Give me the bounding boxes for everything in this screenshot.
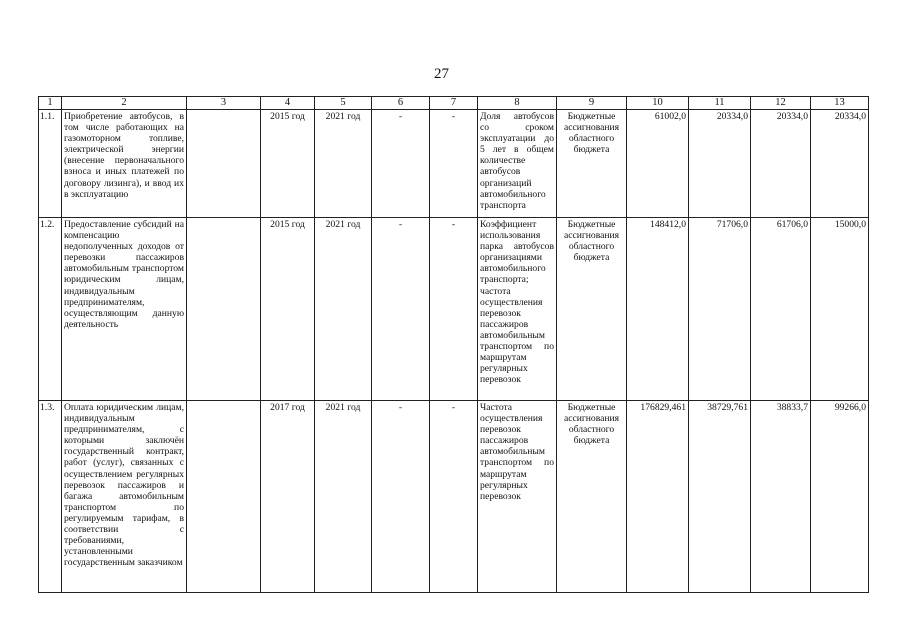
header-cell-11: 11 [689, 97, 751, 110]
indicator: Доля автобусов со сроком эксплуатации до 5 лет в общем количестве автобусов организаций автомобильного транспорта [478, 110, 557, 218]
total-amount: 61002,0 [627, 110, 689, 218]
funding-source: Бюджетные ассигнования областного бюджета [557, 110, 627, 218]
col6-value: - [372, 401, 430, 593]
header-row [39, 97, 869, 110]
table-row [39, 218, 869, 401]
header-cell-6: 6 [372, 97, 430, 110]
header-cell-2: 2 [62, 97, 187, 110]
row-number: 1.3. [39, 401, 62, 593]
col6-value: - [372, 218, 430, 401]
col7-value: - [430, 110, 478, 218]
amount-col13: 20334,0 [811, 110, 869, 218]
amount-col12: 20334,0 [751, 110, 811, 218]
program-table-container [38, 96, 868, 604]
end-year: 2021 год [315, 110, 372, 218]
measure-name: Предоставление субсидий на компенсацию недополученных доходов от перевозки пассажиров автомобильным транспортом юридическим лицам, индивидуальным предпринимателям, осуществляющим данную деятельность [62, 218, 187, 401]
executor-cell [187, 401, 261, 593]
header-cell-12: 12 [751, 97, 811, 110]
header-cell-7: 7 [430, 97, 478, 110]
row-number: 1.1. [39, 110, 62, 218]
amount-col11: 71706,0 [689, 218, 751, 401]
measure-name: Приобретение автобусов, в том числе работающих на газомоторном топливе, электрической энергии (внесение первоначального взноса и иных платежей по договору лизинга), и ввод их в эксплуатацию [62, 110, 187, 218]
end-year: 2021 год [315, 401, 372, 593]
measure-name: Оплата юридическим лицам, индивидуальным предпринимателям, с которыми заключён государственный контракт, работ (услуг), связанных с осуществлением регулярных перевозок пассажиров и багажа автомобильным транспортом по регулируемым тарифам, в соответствии с требованиями, установленными государственным заказчиком [62, 401, 187, 593]
end-year: 2021 год [315, 218, 372, 401]
col6-value: - [372, 110, 430, 218]
amount-col13: 15000,0 [811, 218, 869, 401]
col7-value: - [430, 401, 478, 593]
amount-col11: 38729,761 [689, 401, 751, 593]
header-cell-13: 13 [811, 97, 869, 110]
header-cell-1: 1 [39, 97, 62, 110]
header-cell-5: 5 [315, 97, 372, 110]
amount-col11: 20334,0 [689, 110, 751, 218]
header-cell-8: 8 [478, 97, 557, 110]
amount-col12: 38833,7 [751, 401, 811, 593]
table-row [39, 401, 869, 593]
program-measures-table [38, 96, 869, 593]
amount-col12: 61706,0 [751, 218, 811, 401]
header-cell-3: 3 [187, 97, 261, 110]
start-year: 2017 год [261, 401, 315, 593]
header-cell-4: 4 [261, 97, 315, 110]
header-cell-10: 10 [627, 97, 689, 110]
funding-source: Бюджетные ассигнования областного бюджета [557, 218, 627, 401]
start-year: 2015 год [261, 218, 315, 401]
executor-cell [187, 110, 261, 218]
funding-source: Бюджетные ассигнования областного бюджета [557, 401, 627, 593]
table-row [39, 110, 869, 218]
page-number: 27 [434, 66, 449, 82]
total-amount: 176829,461 [627, 401, 689, 593]
executor-cell [187, 218, 261, 401]
col7-value: - [430, 218, 478, 401]
start-year: 2015 год [261, 110, 315, 218]
indicator: Коэффициент использования парка автобусов организациями автомобильного транспорта; частота осуществления перевозок пассажиров автомобильным транспортом по маршрутам регулярных перевозок [478, 218, 557, 401]
amount-col13: 99266,0 [811, 401, 869, 593]
header-cell-9: 9 [557, 97, 627, 110]
total-amount: 148412,0 [627, 218, 689, 401]
indicator: Частота осуществления перевозок пассажиров автомобильным транспортом по маршрутам регулярных перевозок [478, 401, 557, 593]
row-number: 1.2. [39, 218, 62, 401]
